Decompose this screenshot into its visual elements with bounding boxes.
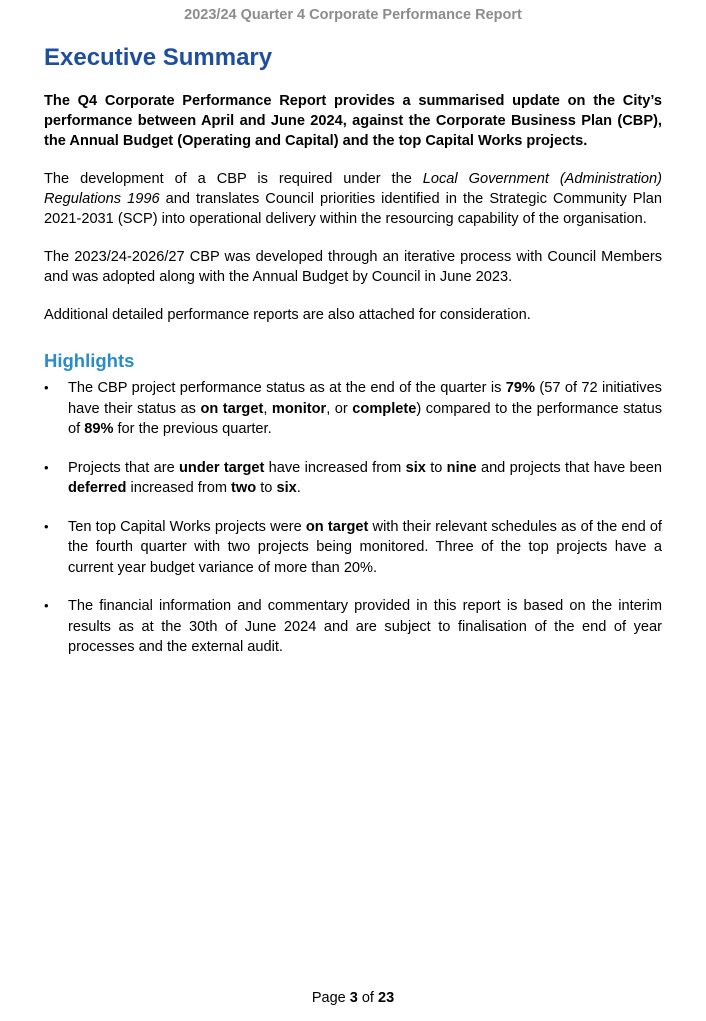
highlight-bold: monitor	[271, 400, 327, 417]
bullet-icon: •	[44, 598, 49, 613]
highlight-bold: complete	[352, 400, 417, 417]
highlight-bold: six	[405, 459, 426, 476]
page-title: Executive Summary	[44, 44, 273, 71]
highlight-text: ) compared to the performance status of	[68, 400, 663, 437]
cbp-paragraph	[44, 169, 662, 229]
highlight-bold: two	[231, 480, 257, 496]
total-pages: 23	[378, 990, 395, 1006]
highlight-text: (57 of 72 initiatives have their status as	[68, 380, 662, 417]
highlight-text: Ten top Capital Works projects were	[68, 518, 306, 535]
highlight-item	[44, 378, 662, 440]
highlight-bold: 89%	[84, 421, 114, 437]
highlight-text: for the previous quarter.	[113, 421, 272, 437]
highlights-list	[44, 378, 662, 658]
highlight-item	[44, 517, 662, 579]
highlight-text: and projects that have been	[476, 459, 662, 476]
bullet-icon: •	[44, 518, 49, 534]
attachments-paragraph: Additional detailed performance reports are also attached for consideration.	[44, 307, 531, 323]
highlight-text: .	[296, 480, 301, 496]
highlight-text: Projects that are	[68, 459, 179, 476]
highlight-text: , or	[326, 400, 353, 417]
page-label: Page	[311, 990, 350, 1006]
cbp-text-1: The development of a CBP is required under the	[44, 171, 423, 187]
cbp-text-2: and translates Council priorities identified in the Strategic Community Plan 2021-2031 (SCP) into operational delivery within the resourcing capability of the organisation.	[44, 191, 662, 227]
highlight-text: The CBP project performance status as at the end of the quarter is	[68, 380, 506, 396]
highlight-text: increased from	[126, 480, 232, 496]
of-label: of	[357, 990, 378, 1006]
highlight-text: The financial information and commentary provided in this report is based on the interim results as at the 30th of June 2024 and are subject to finalisation of the end of year processes and the external audit.	[68, 598, 662, 655]
regulation-reference: Local Government (Administration) Regulations 1996	[44, 171, 663, 207]
adoption-paragraph: The 2023/24-2026/27 CBP was developed through an iterative process with Council Members and was adopted along with the Annual Budget by Council in June 2023.	[44, 249, 662, 285]
highlight-text: with their relevant schedules as of the end of the fourth quarter with two projects being monitored. Three of the top projects have a current year budget variance of more than 20%.	[68, 518, 662, 576]
highlight-text: ,	[263, 400, 272, 417]
page-content	[44, 38, 662, 658]
highlight-text: to	[425, 459, 447, 476]
intro-paragraph: The Q4 Corporate Performance Report provides a summarised update on the City’s performance between April and June 2024, against the Corporate Business Plan (CBP), the Annual Budget (Operating and Capital) and the top Capital Works projects.	[44, 93, 662, 149]
bullet-icon: •	[44, 380, 49, 395]
highlight-bold: on target	[200, 400, 264, 417]
highlight-bold: 79%	[505, 380, 535, 396]
highlight-text: have increased from	[264, 459, 406, 476]
highlight-item	[44, 596, 662, 658]
highlight-bold: nine	[446, 459, 477, 476]
highlight-bold: deferred	[68, 480, 127, 496]
page-number	[0, 990, 706, 1006]
highlight-bold: on target	[305, 518, 369, 535]
highlight-item	[44, 458, 662, 499]
highlight-bold: six	[276, 480, 297, 496]
bullet-icon: •	[44, 459, 49, 475]
highlight-bold: under target	[179, 459, 265, 476]
current-page: 3	[349, 990, 358, 1006]
highlights-heading: Highlights	[44, 350, 135, 371]
highlight-text: to	[256, 480, 277, 496]
running-header: 2023/24 Quarter 4 Corporate Performance Report	[184, 7, 522, 23]
